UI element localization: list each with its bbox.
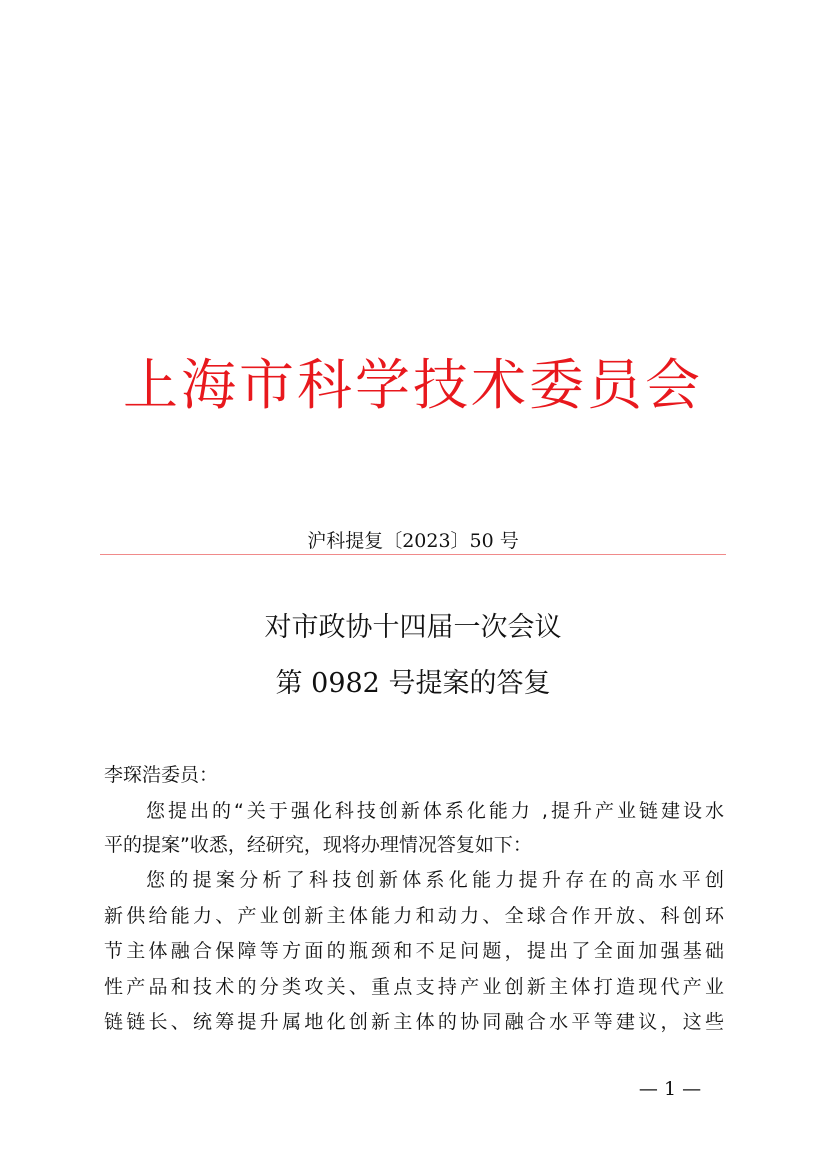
subject-suffix: 号提案的答复: [379, 668, 551, 699]
body-line: 您的提案分析了科技创新体系化能力提升存在的高水平创: [146, 869, 724, 891]
body-line: 节主体融合保障等方面的瓶颈和不足问题，提出了全面加强基础: [104, 940, 724, 962]
salutation: 李琛浩委员：: [104, 764, 219, 786]
body-line: 链链长、统筹提升属地化创新主体的协同融合水平等建议，这些: [104, 1011, 724, 1033]
document-number: 沪科提复〔2023〕50 号: [307, 530, 519, 552]
subject-line-1: 对市政协十四届一次会议: [264, 612, 562, 643]
body-line: 性产品和技术的分类攻关、重点支持产业创新主体打造现代产业: [104, 976, 724, 998]
body-line: 新供给能力、产业创新主体能力和动力、全球合作开放、科创环: [104, 905, 724, 927]
header-divider: [100, 554, 726, 555]
subject-line-2: [0, 664, 826, 704]
proposal-number: 0982: [311, 668, 380, 699]
subject-prefix: 第: [275, 668, 312, 699]
issuing-organization-title: 上海市科学技术委员会: [122, 353, 703, 417]
body-line: 您提出的“关于强化科技创新体系化能力 ,提升产业链建设水: [146, 800, 724, 822]
page-number: — 1 —: [638, 1078, 702, 1100]
body-line: 平的提案”收悉，经研究，现将办理情况答复如下：: [104, 834, 532, 856]
